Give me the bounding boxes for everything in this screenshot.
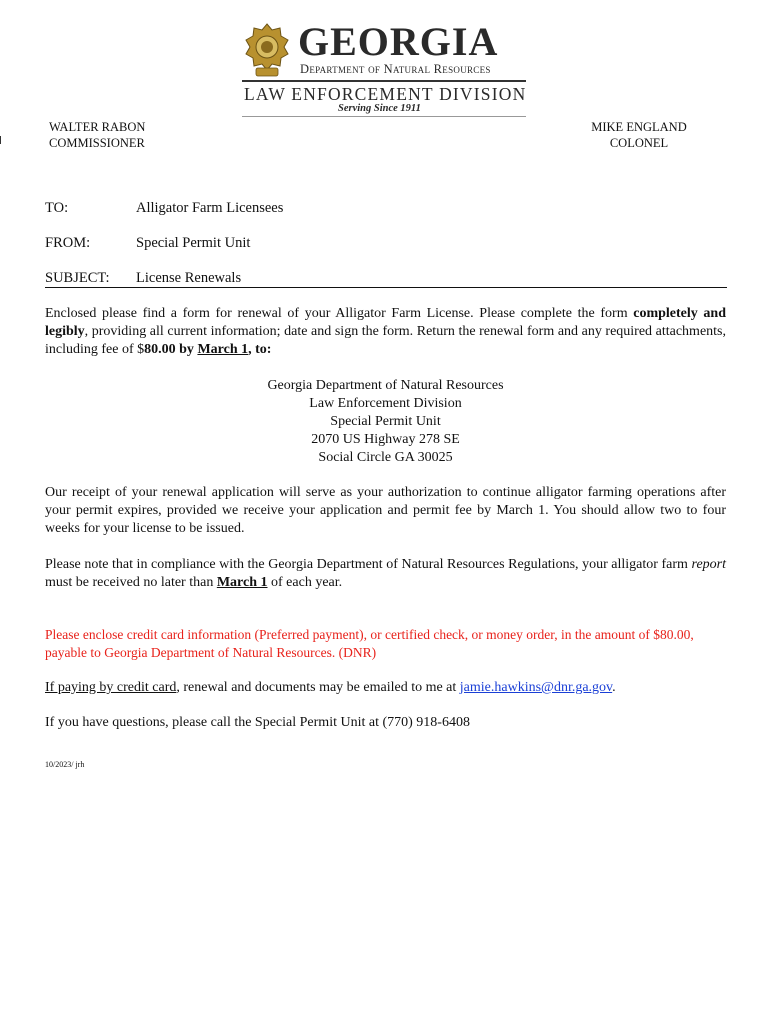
colonel-title: COLONEL <box>609 136 669 150</box>
subject-value: License Renewals <box>136 270 242 286</box>
p1-fee: 80.00 by <box>144 342 198 357</box>
p5-text: , renewal and documents may be emailed to me at <box>176 680 460 695</box>
from-value: Special Permit Unit <box>136 235 251 251</box>
address-line: Special Permit Unit <box>330 414 441 429</box>
georgia-wordmark: GEORGIA <box>298 19 499 64</box>
address-line: Georgia Department of Natural Resources <box>267 378 504 393</box>
to-value: Alligator Farm Licensees <box>136 200 284 216</box>
commissioner-title: COMMISSIONER <box>49 136 145 150</box>
p3-text-3: of each year. <box>267 575 343 590</box>
subject-rule <box>45 287 727 288</box>
colonel-name: MIKE ENGLAND <box>591 120 687 134</box>
p3-text-2: must be received no later than <box>45 575 217 590</box>
address-line: Social Circle GA 30025 <box>318 450 453 465</box>
paragraph-enclosed <box>45 305 726 359</box>
serving-since: Serving Since 1911 <box>338 103 421 114</box>
colonel-block <box>585 119 693 151</box>
mailing-address <box>45 377 726 467</box>
p1-to: , to: <box>248 342 272 357</box>
email-link[interactable]: jamie.hawkins@dnr.ga.gov <box>459 680 613 695</box>
p5-period: . <box>612 680 616 695</box>
letterhead-rule-bottom <box>242 116 526 117</box>
paragraph-authorization: Our receipt of your renewal application will serve as your authorization to continue alligator farming operations after your permit expires, provided we receive your application and permit fee by March 1. You should allow two to four weeks for your license to be issued. <box>45 485 726 536</box>
department-name: Department of Natural Resources <box>300 62 491 76</box>
p3-deadline: March 1 <box>216 575 268 590</box>
p3-text: Please note that in compliance with the Georgia Department of Natural Resources Regulations, your alligator farm <box>45 557 692 572</box>
edge-mark <box>0 136 1 144</box>
payment-notice: Please enclose credit card information (Preferred payment), or certified check, or money order, in the amount of $80.00, payable to Georgia Department of Natural Resources. (DNR) <box>45 627 694 660</box>
paragraph-questions: If you have questions, please call the Special Permit Unit at (770) 918-6408 <box>45 715 470 730</box>
letterhead-rule <box>242 80 526 82</box>
paragraph-credit-card <box>45 679 726 697</box>
commissioner-block <box>49 119 145 151</box>
address-line: 2070 US Highway 278 SE <box>311 432 460 447</box>
subject-label: SUBJECT: <box>45 270 110 286</box>
document-code: 10/2023/ jrh <box>45 760 85 769</box>
credit-card-phrase: If paying by credit card <box>45 680 177 695</box>
commissioner-name: WALTER RABON <box>49 120 146 134</box>
dnr-badge-logo <box>242 22 292 78</box>
division-name: LAW ENFORCEMENT DIVISION <box>244 84 527 104</box>
paragraph-report <box>45 556 726 592</box>
to-label: TO: <box>45 200 69 216</box>
p1-emphasis: completely and legibly <box>45 306 726 339</box>
from-label: FROM: <box>45 235 91 251</box>
p1-text-2: , providing all current information; date and sign the form. Return the renewal form and any required attachments, including fee of $ <box>45 324 726 357</box>
p1-text: Enclosed please find a form for renewal of your Alligator Farm License. Please complete the form <box>45 306 634 321</box>
address-line: Law Enforcement Division <box>309 396 462 411</box>
p1-deadline: March 1 <box>197 342 249 357</box>
p3-report: report <box>691 557 726 572</box>
